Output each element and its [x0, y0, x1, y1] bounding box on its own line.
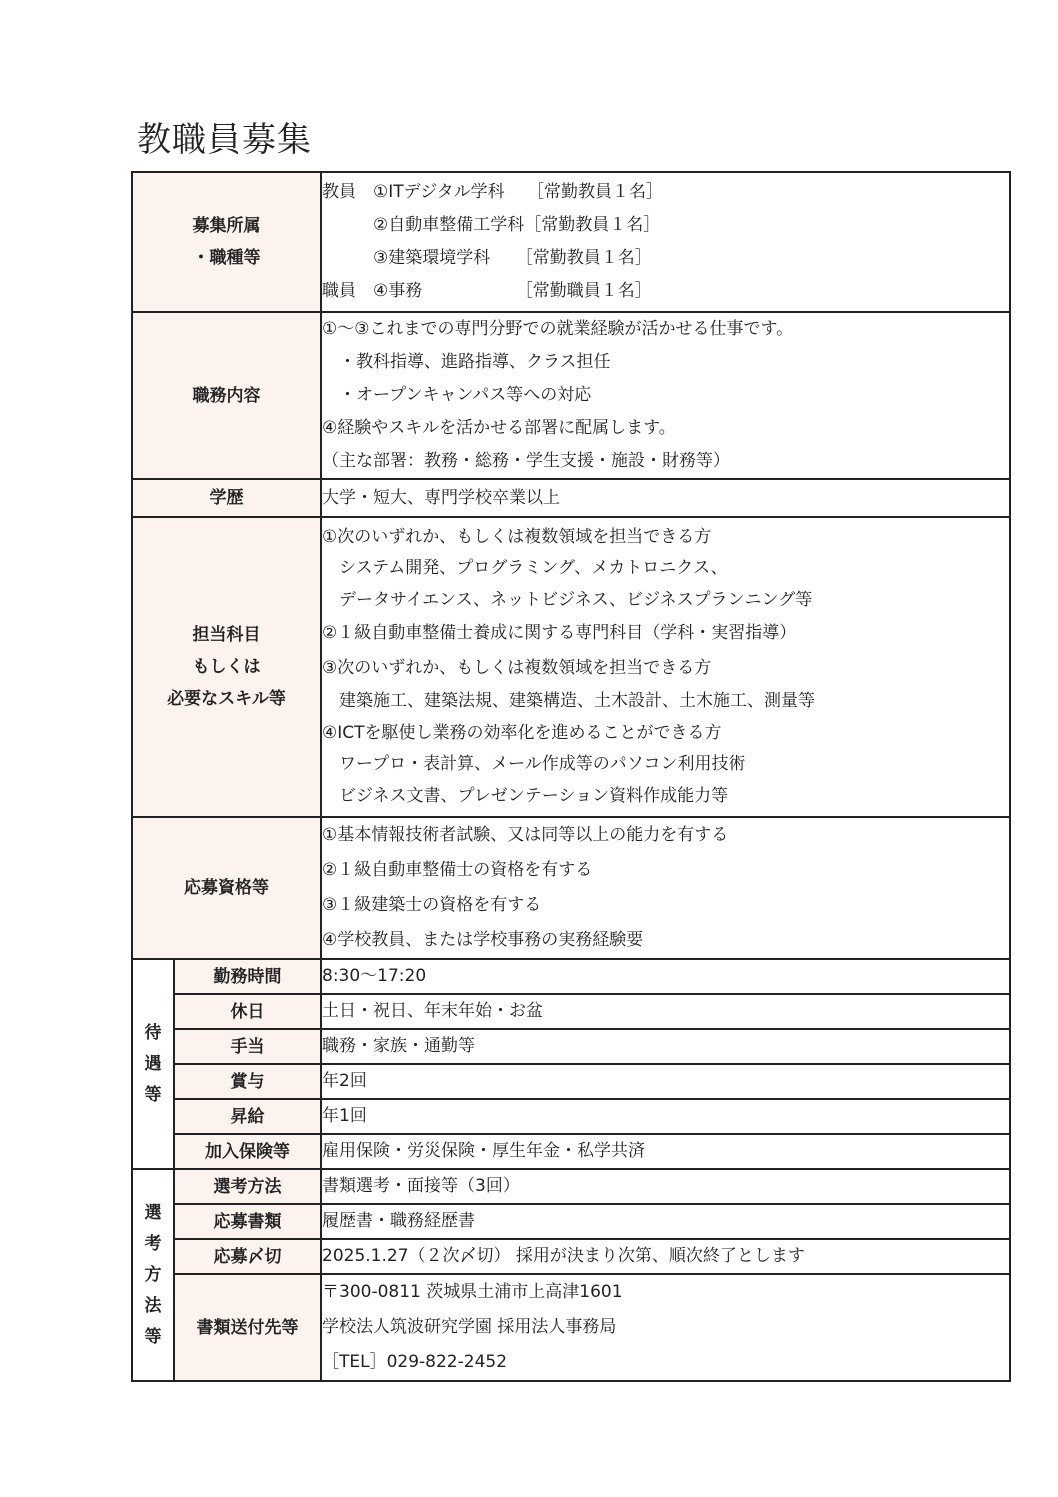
- text-line: データサイエンス、ネットビジネス、ビジネスプランニング等: [322, 589, 813, 610]
- row-sofusaki: [132, 1274, 1010, 1381]
- label-oubo-shimekiri: 応募〆切: [174, 1239, 321, 1274]
- content-kinmu-jikan: [321, 959, 1010, 994]
- content-senko-hoho: [321, 1169, 1010, 1204]
- content-shoyo: [321, 1064, 1010, 1099]
- text-line: ①次のいずれか、もしくは複数領域を担当できる方: [322, 526, 712, 547]
- text-line: ②１級自動車整備士養成に関する専門科目（学科・実習指導）: [322, 623, 797, 644]
- content-kyujitsu: [321, 994, 1010, 1029]
- label-teate: 手当: [174, 1029, 321, 1064]
- content-teate: [321, 1029, 1010, 1064]
- row-taigu-teate: [132, 1029, 1010, 1064]
- row-taigu-kinmu: [132, 959, 1010, 994]
- label-gakureki: 学歴: [132, 479, 321, 517]
- label-kyujitsu: 休日: [174, 994, 321, 1029]
- row-taigu-shokyu: [132, 1099, 1010, 1134]
- row-taigu-kyujitsu: [132, 994, 1010, 1029]
- group-senko: [132, 1169, 174, 1381]
- label-oubo-shikaku: 応募資格等: [132, 817, 321, 959]
- label-line: 募集所属: [192, 216, 261, 236]
- text-line: 土日・祝日、年末年始・お盆: [322, 1001, 543, 1021]
- label-kinmu-jikan: 勤務時間: [174, 959, 321, 994]
- content-boshu: [321, 172, 1010, 312]
- text-line: 履歴書・職務経歴書: [322, 1211, 475, 1231]
- label-hoken: 加入保険等: [174, 1134, 321, 1169]
- recruitment-table: [131, 171, 1011, 1382]
- text-line: ビジネス文書、プレゼンテーション資料作成能力等: [322, 785, 729, 806]
- label-line: 必要なスキル等: [167, 689, 286, 709]
- row-boshu: [132, 172, 1010, 312]
- text-line: 学校法人筑波研究学園 採用法人事務局: [322, 1317, 617, 1337]
- text-line: ②自動車整備工学科［常勤教員１名］: [322, 215, 661, 235]
- text-line: ①～③これまでの専門分野での就業経験が活かせる仕事です。: [322, 319, 794, 339]
- text-line: 〒300-0811 茨城県土浦市上高津1601: [322, 1282, 623, 1302]
- content-oubo-shimekiri: [321, 1239, 1010, 1274]
- text-line: ・オープンキャンパス等への対応: [322, 385, 592, 405]
- group-char: 等: [144, 1084, 162, 1105]
- text-line: ②１級自動車整備士の資格を有する: [322, 860, 593, 880]
- label-senko-hoho: 選考方法: [174, 1169, 321, 1204]
- text-line: ③１級建築士の資格を有する: [322, 895, 542, 915]
- content-oubo-shikaku: [321, 817, 1010, 959]
- group-taigu: [132, 959, 174, 1169]
- label-shokumu: 職務内容: [132, 312, 321, 479]
- label-line: もしくは: [192, 657, 261, 677]
- label-boshu: [132, 172, 321, 312]
- group-char: 等: [144, 1326, 162, 1347]
- label-shokyu: 昇給: [174, 1099, 321, 1134]
- text-line: 2025.1.27（２次〆切） 採用が決まり次第、順次終了とします: [322, 1246, 805, 1266]
- row-senko-hoho: [132, 1169, 1010, 1204]
- text-line: 大学・短大、専門学校卒業以上: [322, 487, 560, 508]
- text-line: 雇用保険・労災保険・厚生年金・私学共済: [322, 1141, 645, 1161]
- content-hoken: [321, 1134, 1010, 1169]
- group-label-taigu: [145, 1018, 162, 1111]
- group-char: 選: [144, 1202, 162, 1223]
- text-line: ・教科指導、進路指導、クラス担任: [322, 352, 611, 372]
- content-shokumu: [321, 312, 1010, 479]
- content-gakureki: [321, 479, 1010, 517]
- content-tanto: [321, 517, 1010, 817]
- row-gakureki: [132, 479, 1010, 517]
- row-oubo-shimekiri: [132, 1239, 1010, 1274]
- text-line: ③建築環境学科 ［常勤教員１名］: [322, 248, 652, 268]
- row-oubo-shorui: [132, 1204, 1010, 1239]
- text-line: 職員 ④事務 ［常勤職員１名］: [322, 281, 652, 301]
- group-char: 考: [144, 1233, 162, 1254]
- group-char: 方: [144, 1264, 162, 1285]
- text-line: ④ICTを駆使し業務の効率化を進めることができる方: [322, 722, 722, 743]
- label-line: 担当科目: [192, 625, 261, 645]
- content-sofusaki: [321, 1274, 1010, 1381]
- label-shoyo: 賞与: [174, 1064, 321, 1099]
- text-line: ③次のいずれか、もしくは複数領域を担当できる方: [322, 658, 712, 679]
- group-char: 遇: [144, 1053, 162, 1074]
- text-line: 建築施工、建築法規、建築構造、土木設計、土木施工、測量等: [322, 691, 815, 712]
- row-taigu-shoyo: [132, 1064, 1010, 1099]
- text-line: 8:30～17:20: [322, 966, 427, 986]
- text-line: （主な部署：教務・総務・学生支援・施設・財務等）: [322, 451, 730, 471]
- content-shokyu: [321, 1099, 1010, 1134]
- row-tanto: [132, 517, 1010, 817]
- group-label-senko: [145, 1198, 162, 1353]
- row-shokumu: [132, 312, 1010, 479]
- text-line: 年1回: [322, 1106, 367, 1126]
- label-sofusaki: 書類送付先等: [174, 1274, 321, 1381]
- text-line: ④学校教員、または学校事務の実務経験要: [322, 930, 644, 950]
- text-line: ①基本情報技術者試験、又は同等以上の能力を有する: [322, 825, 729, 845]
- row-taigu-hoken: [132, 1134, 1010, 1169]
- label-tanto: [132, 517, 321, 817]
- text-line: ④経験やスキルを活かせる部署に配属します。: [322, 418, 676, 438]
- label-line: ・職種等: [192, 248, 261, 268]
- text-line: 年2回: [322, 1071, 367, 1091]
- text-line: 職務・家族・通勤等: [322, 1036, 475, 1056]
- group-char: 法: [144, 1295, 162, 1316]
- group-char: 待: [144, 1022, 162, 1043]
- content-oubo-shorui: [321, 1204, 1010, 1239]
- page-title: 教職員募集: [137, 120, 312, 160]
- label-oubo-shorui: 応募書類: [174, 1204, 321, 1239]
- text-line: 書類選考・面接等（3回）: [322, 1176, 520, 1196]
- text-line: システム開発、プログラミング、メカトロニクス、: [322, 558, 728, 579]
- text-line: ［TEL］029-822-2452: [322, 1352, 508, 1372]
- text-line: ワープロ・表計算、メール作成等のパソコン利用技術: [322, 754, 746, 775]
- row-oubo-shikaku: [132, 817, 1010, 959]
- text-line: 教員 ①ITデジタル学科 ［常勤教員１名］: [322, 182, 664, 202]
